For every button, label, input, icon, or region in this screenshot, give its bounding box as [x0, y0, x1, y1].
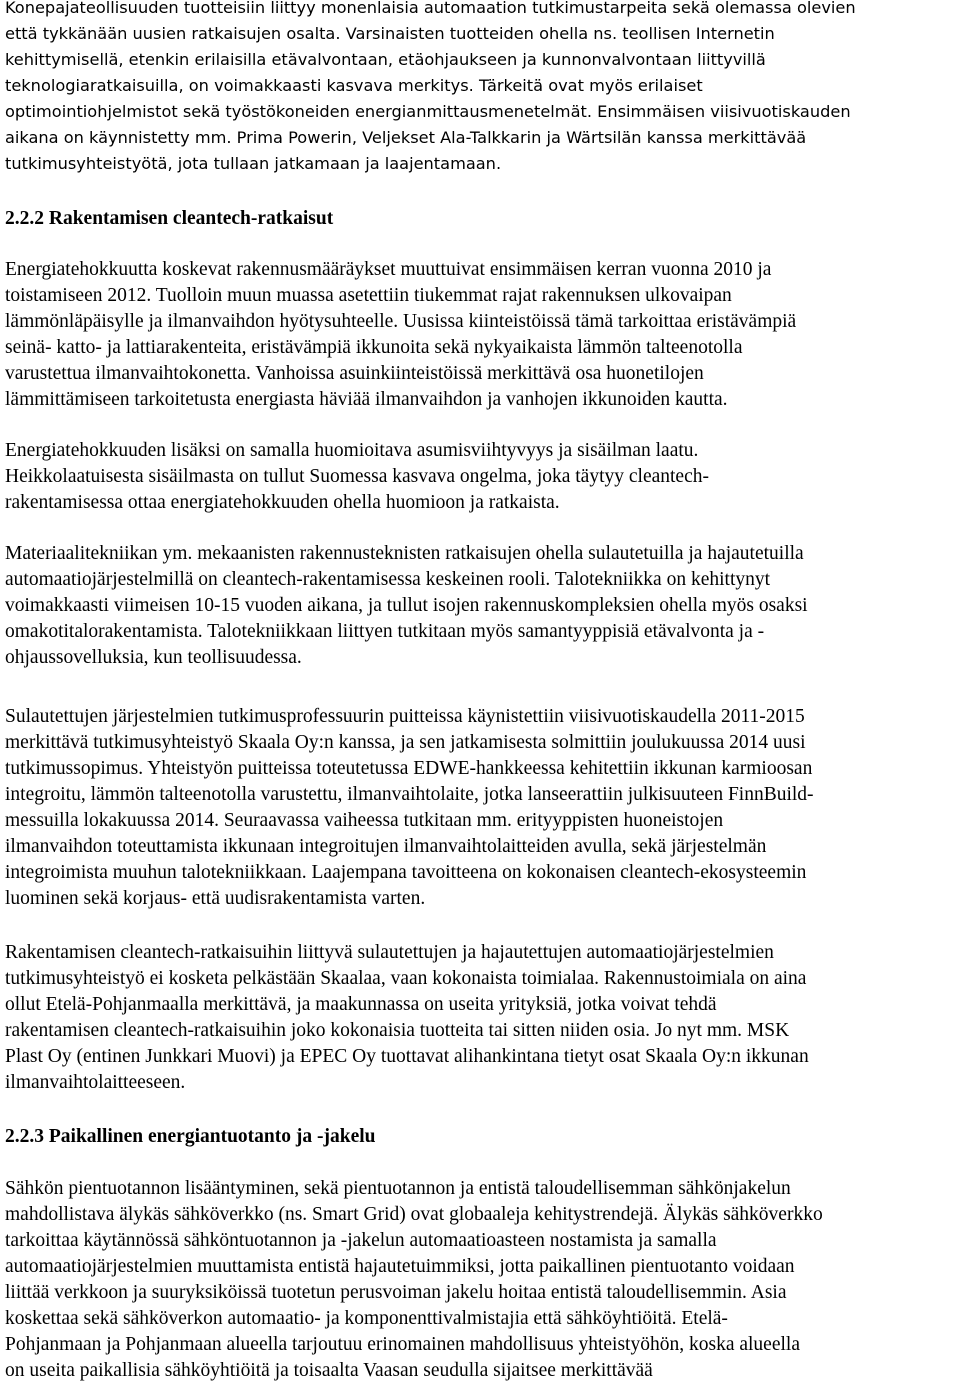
text-line: ollut Etelä-Pohjanmaalla merkittävä, ja maakunnassa on useita yrityksiä, jotka voivat tehdä [5, 994, 717, 1015]
document-page [5, 0, 960, 1387]
text-line: tutkimusyhteistyötä, jota tullaan jatkamaan ja laajentamaan. [5, 154, 502, 173]
text-line: Pohjanmaan ja Pohjanmaan alueella tarjoutuu erinomainen mahdollisuus yhteistyöhön, koska alueella [5, 1334, 800, 1355]
text-line: ilmanvaihtolaitteeseen. [5, 1072, 186, 1093]
text-line: rakentamisen cleantech-ratkaisuihin joko kokonaisia tuotteita tai sitten niiden osia. Jo nyt mm. MSK [5, 1020, 790, 1041]
text-line: Sähkön pientuotannon lisääntyminen, sekä pientuotannon ja entistä taloudellisemman sähkönjakelun [5, 1178, 791, 1199]
text-line: Plast Oy (entinen Junkkari Muovi) ja EPEC Oy tuottavat alihankintana tietyt osat Skaala Oy:n ikkunan [5, 1046, 809, 1067]
text-line: koskettaa sekä sähköverkon automaatio- ja komponenttivalmistajia että sähköyhtiöitä. Etelä- [5, 1308, 728, 1329]
text-line: teknologiaratkaisuilla, on voimakkaasti kasvava merkitys. Tärkeitä ovat myös erilaiset [5, 76, 703, 95]
intro-paragraph [5, 0, 856, 177]
section-2-2-2-paragraph-4 [5, 704, 814, 912]
text-line: automaatiojärjestelmien muuttamista entistä hajautetuimmiksi, jotta paikallinen pientuotanto voidaan [5, 1256, 795, 1277]
text-line: rakentamisessa ottaa energiatehokkuuden ohella huomioon ja ratkaista. [5, 492, 560, 513]
text-line: Konepajateollisuuden tuotteisiin liittyy monenlaisia automaation tutkimustarpeita sekä olemassa olevien [5, 0, 856, 17]
text-line: toistamiseen 2012. Tuolloin muun muassa asetettiin tiukemmat rajat rakennuksen ulkovaipan [5, 285, 732, 306]
text-line: integroitu, lämmön talteenotolla varustettu, ilmanvaihtolaite, jotka lanseerattiin julkisuuteen FinnBuild- [5, 784, 814, 805]
text-line: ohjaussovelluksia, kun teollisuudessa. [5, 647, 302, 668]
heading-text: 2.2.3 Paikallinen energiantuotanto ja -jakelu [5, 1126, 376, 1147]
text-line: mahdollistava älykäs sähköverkko (ns. Smart Grid) ovat globaaleja kehitystrendejä. Älykäs sähköverkko [5, 1204, 823, 1225]
section-2-2-2-paragraph-2 [5, 438, 709, 516]
text-line: Sulautettujen järjestelmien tutkimusprofessuurin puitteissa käynistettiin viisivuotiskaudella 2011-2015 [5, 706, 805, 727]
text-line: että tykkänään uusien ratkaisujen osalta. Varsinaisten tuotteiden ohella ns. teollisen Internetin [5, 24, 775, 43]
text-line: ilmanvaihdon toteuttamista ikkunaan integroitujen ilmanvaihtolaitteiden avulla, sekä järjestelmän [5, 836, 767, 857]
text-line: merkittävä tutkimusyhteistyö Skaala Oy:n kanssa, ja sen jatkamisesta solmittiin joulukuussa 2014 uusi [5, 732, 806, 753]
text-line: automaatiojärjestelmillä on cleantech-rakentamisessa keskeinen rooli. Talotekniikka on kehittynyt [5, 569, 771, 590]
text-line: on useita paikallisia sähköyhtiöitä ja toisaalta Vaasan seudulla sijaitsee merkittävää [5, 1360, 653, 1381]
text-line: luominen sekä korjaus- että uudisrakentamista varten. [5, 888, 426, 909]
section-2-2-2-paragraph-3 [5, 541, 808, 671]
section-heading-2-2-3 [5, 1124, 376, 1150]
text-line: varustettua ilmanvaihtokonetta. Vanhoissa asuinkiinteistöissä merkittävä osa huonetilojen [5, 363, 704, 384]
text-line: Energiatehokkuutta koskevat rakennusmääräykset muuttuivat ensimmäisen kerran vuonna 2010 ja [5, 259, 772, 280]
text-line: voimakkaasti viimeisen 10-15 vuoden aikana, ja tullut isojen rakennuskompleksien ohella myös osaksi [5, 595, 808, 616]
section-2-2-2-paragraph-5 [5, 940, 809, 1096]
heading-text: 2.2.2 Rakentamisen cleantech-ratkaisut [5, 208, 334, 229]
text-line: optimointiohjelmistot sekä työstökoneiden energianmittausmenetelmät. Ensimmäisen viisivuotiskauden [5, 102, 851, 121]
text-line: tarkoittaa käytännössä sähköntuotannon ja -jakelun automaatioasteen nostamista ja samalla [5, 1230, 717, 1251]
text-line: Heikkolaatuisesta sisäilmasta on tullut Suomessa kasvava ongelma, joka täytyy cleantech- [5, 466, 709, 487]
text-line: tutkimussopimus. Yhteistyön puitteissa toteutetussa EDWE-hankkeessa kehitettiin ikkunan karmioosan [5, 758, 813, 779]
text-line: tutkimusyhteistyö ei kosketa pelkästään Skaalaa, vaan kokonaista toimialaa. Rakennustoimiala on aina [5, 968, 807, 989]
text-line: lämmönläpäisylle ja ilmanvaihdon hyötysuhteelle. Uusissa kiinteistöissä tämä tarkoittaa eristävämpiä [5, 311, 797, 332]
text-line: kehittymisellä, etenkin erilaisilla etävalvontaan, etäohjaukseen ja kunnonvalvontaan liittyvillä [5, 50, 766, 69]
text-line: liittää verkkoon ja suuryksiköissä tuotetun perusvoiman jakelu hoitaa entistä taloudellisemmin. Asia [5, 1282, 787, 1303]
text-line: Rakentamisen cleantech-ratkaisuihin liittyvä sulautettujen ja hajautettujen automaatiojärjestelmien [5, 942, 774, 963]
section-2-2-2-paragraph-1 [5, 257, 796, 413]
text-line: omakotitalorakentamista. Talotekniikkaan liittyen tutkitaan myös samantyyppisiä etävalvonta ja - [5, 621, 765, 642]
text-line: seinä- katto- ja lattiarakenteita, eristävämpiä ikkunoita sekä nykyaikaista lämmön talteenotolla [5, 337, 743, 358]
text-line: Energiatehokkuuden lisäksi on samalla huomioitava asumisviihtyvyys ja sisäilman laatu. [5, 440, 699, 461]
text-line: integroimista muuhun talotekniikkaan. Laajempana tavoitteena on kokonaisen cleantech-ekosysteemin [5, 862, 807, 883]
section-2-2-3-paragraph-1 [5, 1176, 823, 1384]
section-heading-2-2-2 [5, 206, 333, 232]
text-line: lämmittämiseen tarkoitetusta energiasta häviää ilmanvaihdon ja vanhojen ikkunoiden kautta. [5, 389, 728, 410]
text-line: Materiaalitekniikan ym. mekaanisten rakennusteknisten ratkaisujen ohella sulautetuilla ja hajautetuilla [5, 543, 804, 564]
text-line: messuilla lokakuussa 2014. Seuraavassa vaiheessa tutkitaan mm. erityyppisten huoneistojen [5, 810, 724, 831]
text-line: aikana on käynnistetty mm. Prima Powerin, Veljekset Ala-Talkkarin ja Wärtsilän kanssa merkittävää [5, 128, 807, 147]
